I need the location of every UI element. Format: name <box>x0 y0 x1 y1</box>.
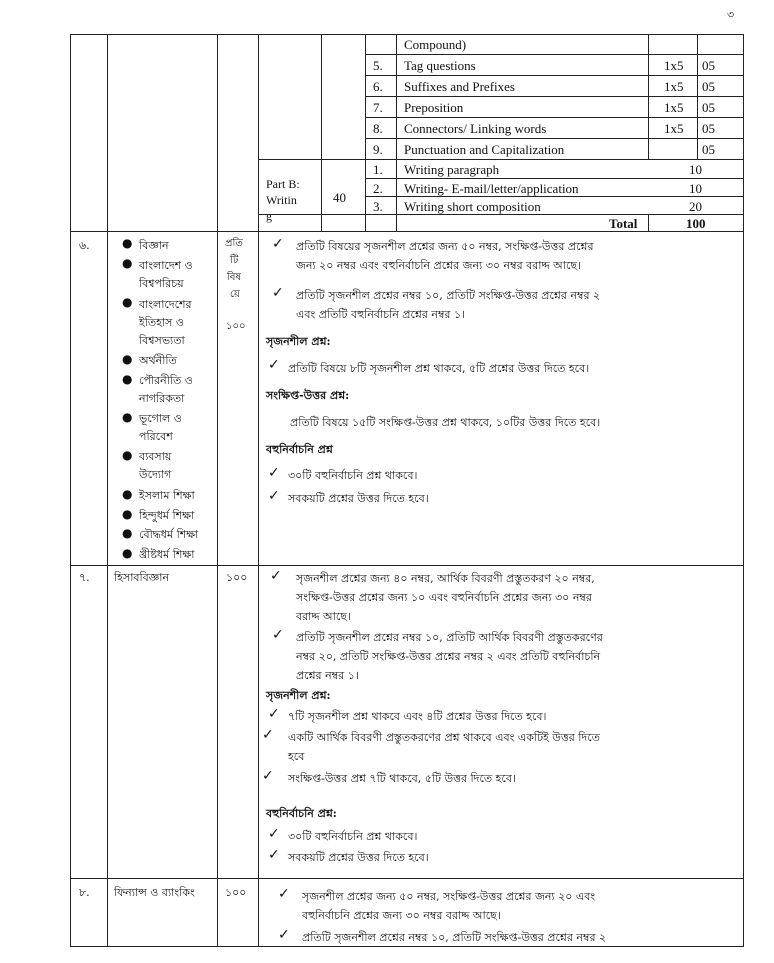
check-icon: ✓ <box>278 886 290 902</box>
section-heading: সৃজনশীল প্রশ্ন: <box>266 689 331 702</box>
detail-line: প্রতিটি বিষয়ে ৮টি সৃজনশীল প্রশ্ন থাকবে, ৫টি প্রশ্নের উত্তর দিতে হবে। <box>288 362 590 375</box>
section-heading: সৃজনশীল প্রশ্ন: <box>266 335 331 348</box>
check-icon: ✓ <box>270 568 282 584</box>
detail-line: প্রতিটি বিষয়ের সৃজনশীল প্রশ্নের জন্য ৫০ নম্বর, সংক্ষিপ্ত-উত্তর প্রশ্নের <box>296 240 594 253</box>
check-icon: ✓ <box>268 488 280 504</box>
subject: পৌরনীতি ও <box>139 374 193 387</box>
item: Punctuation and Capitalization <box>404 142 565 157</box>
item: Suffixes and Prefixes <box>404 79 515 94</box>
item: Compound) <box>404 37 467 52</box>
check-icon: ✓ <box>272 236 284 252</box>
bullet-icon: ● <box>122 372 133 386</box>
num: 6. <box>373 79 383 94</box>
section-heading: সংক্ষিপ্ত-উত্তর প্রশ্ন: <box>266 389 350 402</box>
detail-line: সৃজনশীল প্রশ্নের জন্য ৫০ নম্বর, সংক্ষিপ্ত-উত্তর প্রশ্নের জন্য ২০ এবং <box>302 890 596 903</box>
total-label: Total <box>609 216 638 231</box>
check-icon: ✓ <box>268 847 280 863</box>
subject: উদ্যোগ <box>139 468 172 481</box>
marks: 1x5 <box>664 121 684 136</box>
subject: বৌদ্ধধর্ম শিক্ষা <box>139 528 199 541</box>
subject: বিশ্বপরিচয় <box>139 277 184 290</box>
check-icon: ✓ <box>278 927 290 943</box>
detail-line: নম্বর ২০, প্রতিটি সংক্ষিপ্ত-উত্তর প্রশ্নের নম্বর ২ এবং প্রতিটি বহুনির্বাচনি <box>296 650 601 663</box>
item: Writing- E-mail/letter/application <box>404 181 579 196</box>
serial: ৬. <box>79 239 90 252</box>
detail-line: এবং প্রতিটি বহুনির্বাচনি প্রশ্নের নম্বর ১। <box>296 308 466 321</box>
num: 2. <box>373 181 383 196</box>
part-b-label: Part B: <box>266 177 300 191</box>
detail-line: সবকয়টি প্রশ্নের উত্তর দিতে হবে। <box>288 851 429 864</box>
subject: হিন্দুধর্ম শিক্ষা <box>139 509 195 522</box>
item: Writing paragraph <box>404 162 500 177</box>
marks: য়ে <box>230 289 240 300</box>
detail-line: ৩০টি বহুনির্বাচনি প্রশ্ন থাকবে। <box>288 469 418 482</box>
total: 05 <box>702 121 715 136</box>
total: 05 <box>702 79 715 94</box>
marks: ১০০ <box>226 321 246 332</box>
detail-line: একটি আর্থিক বিবরণী প্রস্তুতকরণের প্রশ্ন থাকবে এবং একটিই উত্তর দিতে <box>288 731 600 744</box>
subject: পরিবেশ <box>139 430 173 443</box>
serial: ৭. <box>79 571 90 584</box>
bullet-icon: ● <box>122 448 133 462</box>
part-b-marks: 40 <box>333 190 346 205</box>
marks: ১০০ <box>225 886 247 899</box>
detail-line: ৭টি সৃজনশীল প্রশ্ন থাকবে এবং ৪টি প্রশ্নের উত্তর দিতে হবে। <box>288 710 547 723</box>
subject: হিসাববিজ্ঞান <box>114 571 170 584</box>
detail-line: সংক্ষিপ্ত-উত্তর প্রশ্নের জন্য ১০ এবং বহুনির্বাচনি প্রশ্নের জন্য ৩০ নম্বর <box>296 591 592 604</box>
bullet-icon: ● <box>122 295 133 309</box>
detail-line: ৩০টি বহুনির্বাচনি প্রশ্ন থাকবে। <box>288 830 418 843</box>
subject: ব্যবসায় <box>139 450 172 463</box>
subject: বিজ্ঞান <box>139 239 169 252</box>
serial: ৮. <box>79 886 90 899</box>
section-heading: বহুনির্বাচনি প্রশ্ন <box>266 443 333 456</box>
total: 10 <box>689 181 702 196</box>
item: Connectors/ Linking words <box>404 121 547 136</box>
item: Tag questions <box>404 58 476 73</box>
subject: ফিন্যান্স ও ব্যাংকিং <box>114 886 195 899</box>
part-b-label: Writin <box>266 193 297 207</box>
detail-line: সবকয়টি প্রশ্নের উত্তর দিতে হবে। <box>288 492 429 505</box>
num: 8. <box>373 121 383 136</box>
subject: ইসলাম শিক্ষা <box>139 489 195 502</box>
subject: ভূগোল ও <box>139 412 182 425</box>
item: Preposition <box>404 100 464 115</box>
detail-line: প্রতিটি বিষয়ে ১৫টি সংক্ষিপ্ত-উত্তর প্রশ্ন থাকবে, ১০টির উত্তর দিতে হবে। <box>290 416 601 429</box>
detail-line: বহুনির্বাচনি প্রশ্নের জন্য ৩০ নম্বর বরাদ্দ আছে। <box>302 909 501 922</box>
subject: নাগরিকতা <box>139 392 185 405</box>
detail-line: হবে <box>288 750 305 763</box>
marks: প্রতি <box>225 238 243 249</box>
total: 20 <box>689 199 702 214</box>
num: 9. <box>373 142 383 157</box>
num: 3. <box>373 199 383 214</box>
check-icon: ✓ <box>268 357 280 373</box>
marks: বিষ <box>227 272 241 283</box>
bullet-icon: ● <box>122 507 133 521</box>
subject: বাংলাদেশের <box>139 298 192 311</box>
bullet-icon: ● <box>122 410 133 424</box>
num: 7. <box>373 100 383 115</box>
num: 5. <box>373 58 383 73</box>
detail-line: সৃজনশীল প্রশ্নের জন্য ৪০ নম্বর, আর্থিক বিবরণী প্রস্তুতকরণ ২০ নম্বর, <box>296 572 595 585</box>
marks: টি <box>230 255 239 266</box>
check-icon: ✓ <box>268 706 280 722</box>
check-icon: ✓ <box>262 768 274 784</box>
total: 10 <box>689 162 702 177</box>
subject: ইতিহাস ও <box>139 316 184 329</box>
subject: অর্থনীতি <box>139 354 177 367</box>
bullet-icon: ● <box>122 487 133 501</box>
detail-line: প্রতিটি সৃজনশীল প্রশ্নের নম্বর ১০, প্রতিটি সংক্ষিপ্ত-উত্তর প্রশ্নের নম্বর ২ <box>296 289 601 302</box>
total: 05 <box>702 58 715 73</box>
bullet-icon: ● <box>122 352 133 366</box>
marks: 1x5 <box>664 100 684 115</box>
bullet-icon: ● <box>122 546 133 560</box>
num: 1. <box>373 162 383 177</box>
detail-line: সংক্ষিপ্ত-উত্তর প্রশ্ন ৭টি থাকবে, ৫টি উত্তর দিতে হবে। <box>288 772 516 785</box>
marks: 1x5 <box>664 58 684 73</box>
item: Writing short composition <box>404 199 541 214</box>
detail-line: জন্য ২০ নম্বর এবং বহুনির্বাচনি প্রশ্নের জন্য ৩০ নম্বর বরাদ্দ আছে। <box>296 259 581 272</box>
total: 05 <box>702 100 715 115</box>
total-value: 100 <box>686 216 706 231</box>
total: 05 <box>702 142 715 157</box>
check-icon: ✓ <box>272 627 284 643</box>
marks: 1x5 <box>664 79 684 94</box>
subject: বাংলাদেশ ও <box>139 259 193 272</box>
bullet-icon: ● <box>122 256 133 270</box>
check-icon: ✓ <box>268 465 280 481</box>
subject: খ্রীষ্টধর্ম শিক্ষা <box>139 548 195 561</box>
check-icon: ✓ <box>268 826 280 842</box>
section-heading: বহুনির্বাচনি প্রশ্ন: <box>266 807 337 820</box>
page-number: ৩ <box>727 8 735 21</box>
detail-line: প্রতিটি সৃজনশীল প্রশ্নের নম্বর ১০, প্রতিটি আর্থিক বিবরণী প্রস্তুতকরণের <box>296 631 603 644</box>
marks: ১০০ <box>226 571 248 584</box>
check-icon: ✓ <box>262 727 274 743</box>
detail-line: প্রশ্নের নম্বর ১। <box>296 669 359 682</box>
bullet-icon: ● <box>122 526 133 540</box>
check-icon: ✓ <box>272 285 284 301</box>
detail-line: প্রতিটি সৃজনশীল প্রশ্নের নম্বর ১০, প্রতিটি সংক্ষিপ্ত-উত্তর প্রশ্নের নম্বর ২ <box>302 931 607 944</box>
bullet-icon: ● <box>122 236 133 250</box>
part-b-label: g <box>266 209 272 223</box>
subject: বিশ্বসভ্যতা <box>139 334 185 347</box>
detail-line: বরাদ্দ আছে। <box>296 610 351 623</box>
